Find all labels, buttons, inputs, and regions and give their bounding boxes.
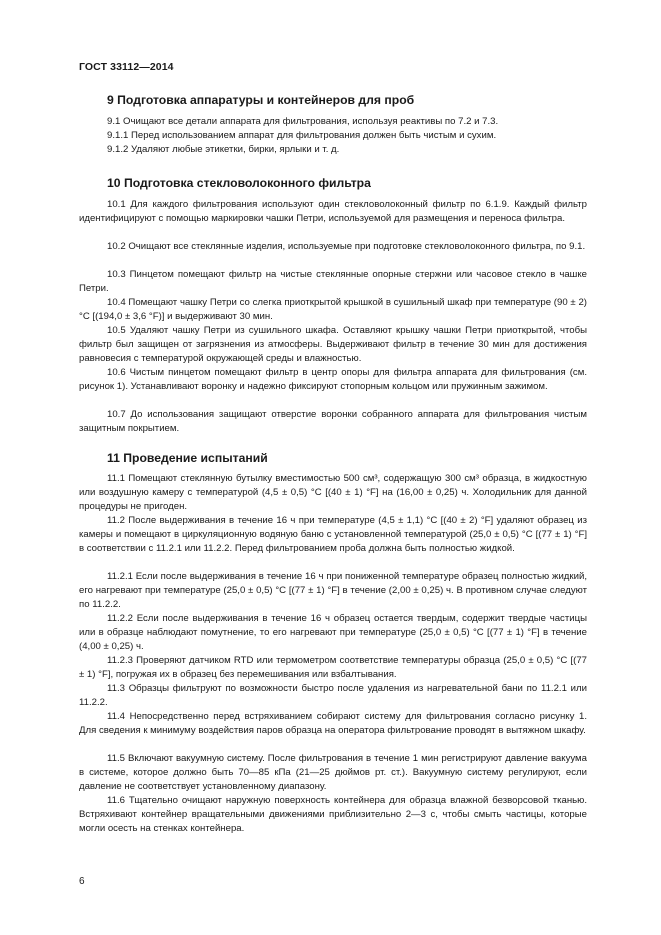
section-9-title: 9 Подготовка аппаратуры и контейнеров для проб (107, 93, 415, 107)
paragraph-11-5: 11.5 Включают вакуумную систему. После фильтрования в течение 1 мин регистрируют давление вакуума в системе, которое должно быть 70—85 кПа (21—25 дюймов рт. ст.). Вакуумную систему регулируют, если давление не соответствует установленному диапазону. (79, 753, 587, 792)
paragraph-10-6: 10.6 Чистым пинцетом помещают фильтр в центр опоры для фильтра аппарата для фильтрования (см. рисунок 1). Устанавливают воронку и надежно фиксируют стопорным кольцом или пружинным зажимом. (79, 367, 587, 392)
paragraph-11-4: 11.4 Непосредственно перед встряхиванием собирают систему для фильтрования согласно рисунку 1. Для сведения к минимуму воздействия паров образца на оператора фильтрование проводят в вытяжном шкафу. (79, 711, 587, 736)
paragraph-10-4: 10.4 Помещают чашку Петри со слегка приоткрытой крышкой в сушильный шкаф при температуре (90 ± 2) °С [(194,0 ± 3,6 °F)] и выдерживают 30 мин. (79, 297, 587, 322)
paragraph-11-2-2: 11.2.2 Если после выдерживания в течение 16 ч образец остается твердым, содержит твердые частицы или в образце наблюдают помутнение, то его нагревают при температуре (25,0 ± 0,5) °С [(77 ± 1) °F] в течение (4,00 ± 0,25) ч. (79, 613, 587, 652)
paragraph-10-5: 10.5 Удаляют чашку Петри из сушильного шкафа. Оставляют крышку чашки Петри приоткрытой, чтобы фильтр был защищен от загрязнения из атмосферы. Выдерживают фильтр в течение 30 мин для достижения равновесия с температурой окружающей среды и влажностью. (79, 325, 587, 364)
paragraph-9-1-2: 9.1.2 Удаляют любые этикетки, бирки, ярлыки и т. д. (107, 144, 340, 155)
section-10-title: 10 Подготовка стекловолоконного фильтра (107, 176, 371, 190)
paragraph-11-6: 11.6 Тщательно очищают наружную поверхность контейнера для образца влажной безворсовой тканью. Встряхивают контейнер вращательными движениями приблизительно 2—3 с, чтобы смыть частицы, которые могли осесть на стенках контейнера. (79, 795, 587, 834)
paragraph-9-1: 9.1 Очищают все детали аппарата для фильтрования, используя реактивы по 7.2 и 7.3. (107, 116, 499, 127)
paragraph-11-1: 11.1 Помещают стеклянную бутылку вместимостью 500 см³, содержащую 300 см³ образца, в жидкостную или воздушную камеру с температурой (4,5 ± 0,5) °С [(40 ± 1) °F] на (16,00 ± 0,25) ч. Холодильник для данной процедуры не пригоден. (79, 473, 587, 512)
paragraph-11-2-1: 11.2.1 Если после выдерживания в течение 16 ч при пониженной температуре образец полностью жидкий, его нагревают при температуре (25,0 ± 0,5) °С [(77 ± 1) °F] в течение (2,00 ± 0,25) ч. В противном случае следуют по 11.2.2. (79, 571, 587, 610)
paragraph-11-3: 11.3 Образцы фильтруют по возможности быстро после удаления из нагревательной бани по 11.2.1 или 11.2.2. (79, 683, 587, 708)
document-header: ГОСТ 33112—2014 (79, 61, 174, 73)
paragraph-10-2: 10.2 Очищают все стеклянные изделия, используемые при подготовке стекловолоконного фильтра, по 9.1. (107, 241, 586, 252)
paragraph-11-2: 11.2 После выдерживания в течение 16 ч при температуре (4,5 ± 1,1) °С [(40 ± 2) °F] удаляют образец из камеры и помещают в циркуляционную водяную баню с установленной температурой (25,0 ± 0,5) °С [(77 ± 1) °F] в соответствии с 11.2.1 или 11.2.2. Перед фильтрованием проба должна быть полностью жидкой. (79, 515, 587, 554)
paragraph-9-1-1: 9.1.1 Перед использованием аппарат для фильтрования должен быть чистым и сухим. (107, 130, 497, 141)
paragraph-10-7: 10.7 До использования защищают отверстие воронки собранного аппарата для фильтрования чистым защитным покрытием. (79, 409, 587, 434)
paragraph-11-2-3: 11.2.3 Проверяют датчиком RTD или термометром соответствие температуры образца (25,0 ± 0,5) °С [(77 ± 1) °F], погружая их в образец без перемешивания или взбалтывания. (79, 655, 587, 680)
paragraph-10-1: 10.1 Для каждого фильтрования используют один стекловолоконный фильтр по 6.1.9. Каждый фильтр идентифицируют с помощью маркировки чашки Петри, используемой для размещения и переноса фильтра. (79, 199, 587, 224)
section-11-title: 11 Проведение испытаний (107, 451, 268, 465)
paragraph-10-3: 10.3 Пинцетом помещают фильтр на чистые стеклянные опорные стержни или часовое стекло в чашке Петри. (79, 269, 587, 294)
page-number: 6 (79, 876, 85, 887)
